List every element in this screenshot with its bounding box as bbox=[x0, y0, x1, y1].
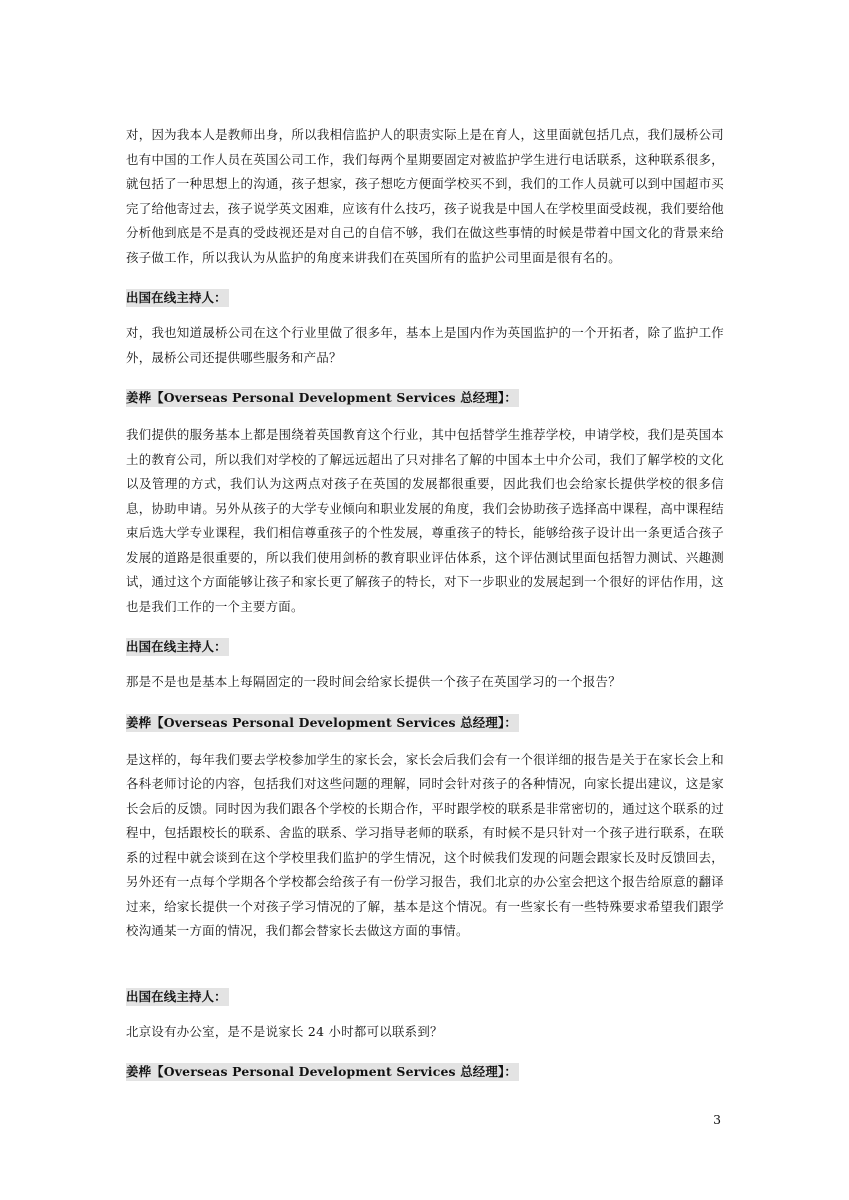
document-body bbox=[126, 123, 724, 1081]
page-number: 3 bbox=[713, 1112, 721, 1127]
speaker-label-host: 出国在线主持人： bbox=[126, 988, 227, 1004]
answer-paragraph-1: 对，因为我本人是教师出身，所以我相信监护人的职责实际上是在育人，这里面就包括几点，我们晟桥公司也有中国的工作人员在英国公司工作，我们每两个星期要固定对被监护学生进行电话联系，这种联系很多，就包括了一种思想上的沟通，孩子想家，孩子想吃方便面学校买不到，我们的工作人员就可以到中国超市买完了给他寄过去，孩子说学英文困难，应该有什么技巧，孩子说我是中国人在学校里面受歧视，我们要给他分析他到底是不是真的受歧视还是对自己的自信不够，我们在做这些事情的时候是带着中国文化的背景来给孩子做工作，所以我认为从监护的角度来讲我们在英国所有的监护公司里面是很有名的。 bbox=[126, 127, 724, 265]
speaker-label-guest: 姜桦【Overseas Personal Development Services 总经理】： bbox=[126, 1064, 517, 1079]
speaker-label-guest: 姜桦【Overseas Personal Development Services 总经理】： bbox=[126, 714, 517, 730]
speaker-label-host: 出国在线主持人： bbox=[126, 290, 227, 305]
speaker-label-host: 出国在线主持人： bbox=[126, 639, 227, 654]
answer-paragraph-2: 我们提供的服务基本上都是围绕着英国教育这个行业，其中包括替学生推荐学校，申请学校，我们是英国本土的教育公司，所以我们对学校的了解远远超出了只对排名了解的中国本土中介公司，我们了解学校的文化以及管理的方式，我们认为这两点对孩子在英国的发展都很重要，因此我们也会给家长提供学校的很多信息，协助申请。另外从孩子的大学专业倾向和职业发展的角度，我们会协助孩子选择高中课程，高中课程结束后选大学专业课程，我们相信尊重孩子的个性发展，尊重孩子的特长，能够给孩子设计出一条更适合孩子发展的道路是很重要的，所以我们使用剑桥的教育职业评估体系，这个评估测试里面包括智力测试、兴趣测试，通过这个方面能够让孩子和家长更了解孩子的特长，对下一步职业的发展起到一个很好的评估作用，这也是我们工作的一个主要方面。 bbox=[126, 427, 724, 614]
speaker-label-guest: 姜桦【Overseas Personal Development Services 总经理】： bbox=[126, 390, 517, 405]
answer-paragraph-3: 是这样的，每年我们要去学校参加学生的家长会，家长会后我们会有一个很详细的报告是关于在家长会上和各科老师讨论的内容，包括我们对这些问题的理解，同时会针对孩子的各种情况，向家长提出建议，这是家长会后的反馈。同时因为我们跟各个学校的长期合作，平时跟学校的联系是非常密切的，通过这个联系的过程中，包括跟校长的联系、舍监的联系、学习指导老师的联系，有时候不是只针对一个孩子进行联系，在联系的过程中就会谈到在这个学校里我们监护的学生情况，这个时候我们发现的问题会跟家长及时反馈回去，另外还有一点每个学期各个学校都会给孩子有一份学习报告，我们北京的办公室会把这个报告给原意的翻译过来，给家长提供一个对孩子学习情况的了解，基本是这个情况。有一些家长有一些特殊要求希望我们跟学校沟通某一方面的情况，我们都会替家长去做这方面的事情。 bbox=[126, 751, 724, 938]
question-paragraph-1: 对，我也知道晟桥公司在这个行业里做了很多年，基本上是国内作为英国监护的一个开拓者，除了监护工作外，晟桥公司还提供哪些服务和产品？ bbox=[126, 325, 724, 365]
question-paragraph-3: 北京设有办公室，是不是说家长 24 小时都可以联系到？ bbox=[126, 1023, 443, 1039]
question-paragraph-2: 那是不是也是基本上每隔固定的一段时间会给家长提供一个孩子在英国学习的一个报告？ bbox=[126, 674, 621, 689]
